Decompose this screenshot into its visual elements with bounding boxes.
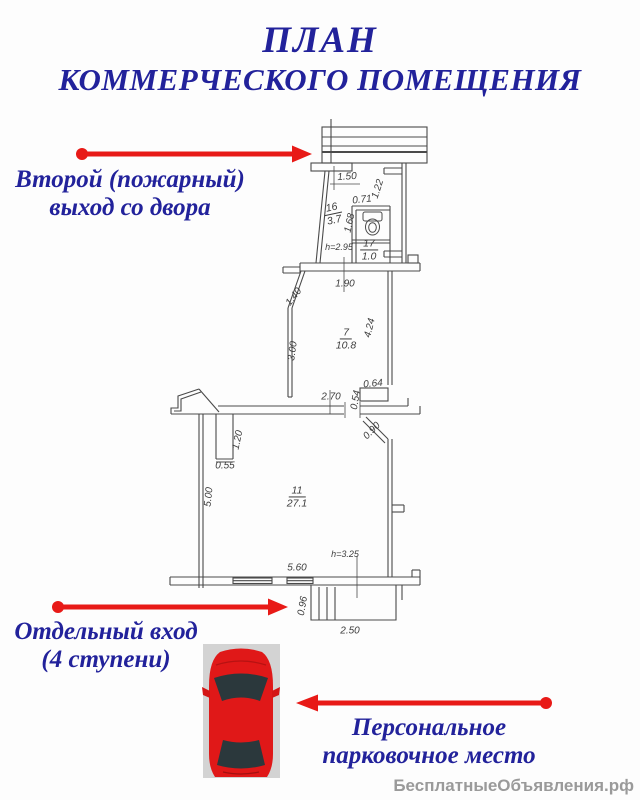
note-entrance [0,618,212,674]
dim-label-140: 1.40 [283,285,305,309]
dim-label-120: 1.20 [230,429,246,451]
dim-label-560: 5.60 [287,562,307,574]
room-number: 16 [322,200,342,216]
room-label-11 [287,484,307,509]
dim-label-090: 0.90 [361,420,383,442]
arrow-parking [296,695,552,712]
arrow-entrance [52,599,288,616]
dim-label-500: 5.00 [202,486,216,508]
dim-label-064: 0.64 [362,377,384,391]
dim-label-071: 0.71 [351,193,373,207]
note-parking [310,714,548,770]
dim-label-054: 0.54 [348,389,364,411]
note-fire-exit-line2: выход со двора [49,194,211,221]
dim-label-168: 1.68 [342,212,358,234]
dim-label-055: 0.55 [215,460,235,472]
room-number: 17 [360,237,378,250]
room-area: 3.7 [325,212,343,228]
entrance-steps-icon [311,585,396,620]
room-area: 1.0 [361,250,377,263]
dim-label-122: 1.22 [369,178,387,200]
dim-label-250: 2.50 [340,625,360,637]
room-area: 10.8 [335,339,357,352]
room-area: 27.1 [286,497,308,510]
height-label-295: h=2.95 [325,242,353,252]
dim-label-150: 1.50 [336,170,358,184]
arrow-fire-exit [76,146,312,163]
note-parking-line2: парковочное место [322,742,536,769]
room-label-7 [336,326,356,351]
note-entrance-line1: Отдельный вход [14,618,198,645]
watermark: БесплатныеОбъявления.рф [393,776,634,795]
dim-label-096: 0.96 [295,595,311,617]
car-icon [202,649,280,778]
room-number: 7 [340,326,352,339]
dim-label-190: 1.90 [335,278,355,290]
room-label-17 [360,237,378,262]
dim-label-424: 4.24 [362,317,378,339]
window-icon [233,578,313,584]
note-fire-exit [10,166,250,222]
dim-label-300: 3.00 [286,340,300,362]
toilet-icon [363,212,382,235]
dim-label-270: 2.70 [321,391,341,403]
note-fire-exit-line1: Второй (пожарный) [15,166,245,193]
page-title-line1: ПЛАН [262,20,378,61]
staircase-icon [322,119,427,163]
note-entrance-line2: (4 ступени) [41,646,171,673]
note-parking-line1: Персональное [351,714,507,741]
page-title-line2: КОММЕРЧЕСКОГО ПОМЕЩЕНИЯ [58,61,582,97]
room-number: 11 [289,484,306,497]
height-label-325: h=3.25 [331,549,359,559]
